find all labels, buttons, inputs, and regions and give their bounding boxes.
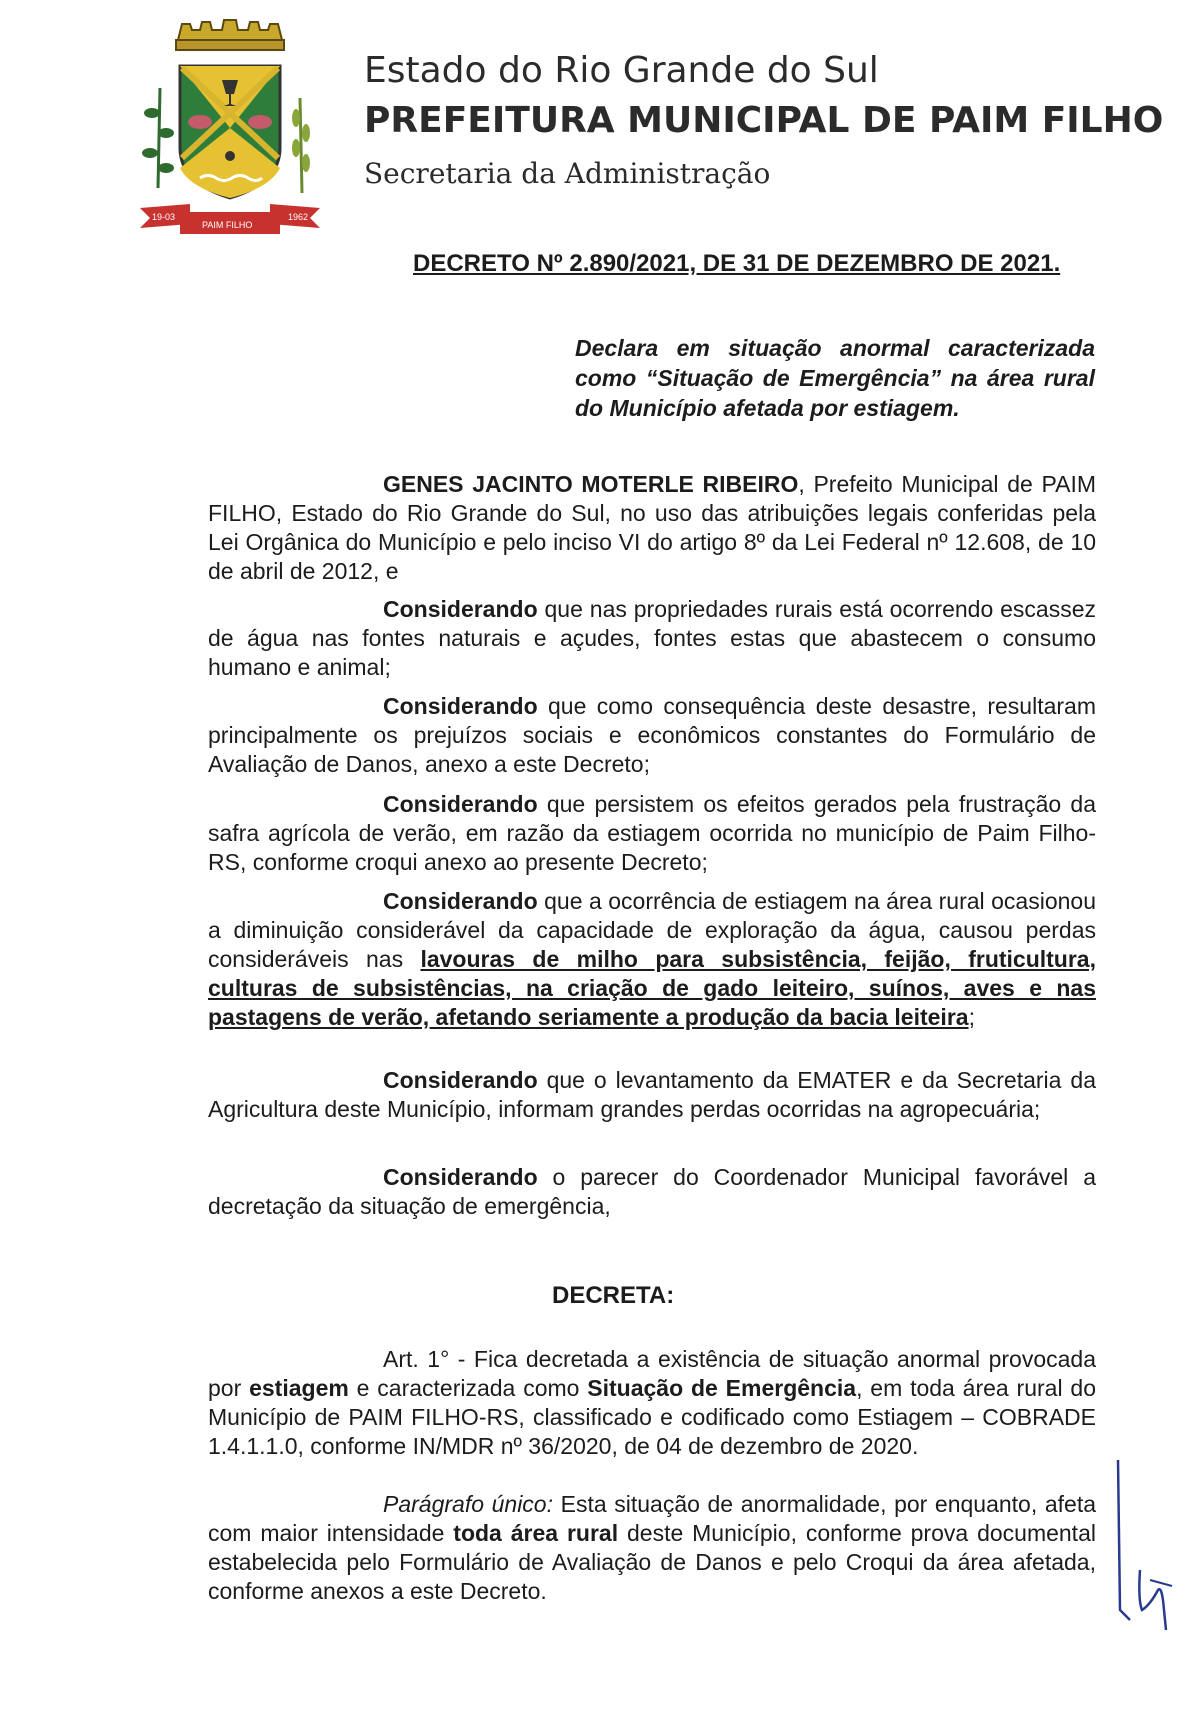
preamble-paragraph xyxy=(208,470,1096,586)
article-1-text-c: e caracterizada como xyxy=(348,1375,588,1401)
considerando-3 xyxy=(208,790,1096,877)
decree-title: DECRETO Nº 2.890/2021, DE 31 DE DEZEMBRO DE 2021. xyxy=(413,250,1061,277)
considerando-6-text: o parecer do Coordenador Municipal favorável a decretação da situação de emergência, xyxy=(208,1164,1096,1219)
considerando-1 xyxy=(208,595,1096,682)
considerando-5 xyxy=(208,1066,1096,1124)
municipal-coat-of-arms xyxy=(130,18,330,248)
article-1-text-a: Art. 1° - Fica decretada a existência de situação anormal provocada por xyxy=(208,1346,1096,1401)
header-prefeitura: PREFEITURA MUNICIPAL DE PAIM FILHO xyxy=(364,100,1164,141)
header-secretaria: Secretaria da Administração xyxy=(364,157,771,190)
considerando-label: Considerando xyxy=(383,1067,538,1093)
considerando-4 xyxy=(208,887,1096,1032)
preamble-text: , Prefeito Municipal de PAIM FILHO, Estado do Rio Grande do Sul, no uso das atribuições legais conferidas pela Lei Orgânica do Município e pelo inciso VI do artigo 8º da Lei Federal nº 12.608, de 10 de abril de 2012, e xyxy=(208,471,1096,584)
considerando-4-text-a: que a ocorrência de estiagem na área rural ocasionou a diminuição considerável da capacidade de exploração da água, causou perdas consideráveis nas xyxy=(208,888,1096,972)
handwritten-initial xyxy=(1110,1460,1190,1640)
decree-ementa: Declara em situação anormal caracterizada como “Situação de Emergência” na área rural do Município afetada por estiagem. xyxy=(575,335,1095,421)
considerando-label: Considerando xyxy=(383,1164,538,1190)
decreta-heading: DECRETA: xyxy=(552,1282,675,1309)
header-state: Estado do Rio Grande do Sul xyxy=(364,50,879,91)
article-1 xyxy=(208,1345,1096,1461)
considerando-1-text: que nas propriedades rurais está ocorrendo escassez de água nas fontes naturais e açudes, fontes estas que abastecem o consumo humano e animal; xyxy=(208,596,1096,680)
considerando-2-text: que como consequência deste desastre, resultaram principalmente os prejuízos sociais e econômicos constantes do Formulário de Avaliação de Danos, anexo a este Decreto; xyxy=(208,693,1096,777)
considerando-5-text: que o levantamento da EMATER e da Secretaria da Agricultura deste Município, informam grandes perdas ocorridas na agropecuária; xyxy=(208,1067,1096,1122)
ribbon-left-text: 19-03 xyxy=(152,212,176,222)
paragrafo-unico-label: Parágrafo único: xyxy=(383,1491,553,1517)
mayor-name: GENES JACINTO MOTERLE RIBEIRO xyxy=(383,471,799,497)
considerando-label: Considerando xyxy=(383,888,538,914)
ribbon-right-text: 1962 xyxy=(288,212,309,222)
paragrafo-unico xyxy=(208,1490,1096,1606)
paragrafo-unico-text-c: deste Município, conforme prova documental estabelecida pelo Formulário de Avaliação de Danos e pelo Croqui da área afetada, conforme anexos a este Decreto. xyxy=(208,1520,1096,1604)
considerando-6 xyxy=(208,1163,1096,1221)
article-1-situacao: Situação de Emergência xyxy=(587,1375,857,1401)
article-1-estiagem: estiagem xyxy=(249,1375,349,1401)
considerando-label: Considerando xyxy=(383,596,538,622)
considerando-label: Considerando xyxy=(383,693,538,719)
considerando-4-underlined: lavouras de milho para subsistência, feijão, fruticultura, culturas de subsistências, na criação de gado leiteiro, suínos, aves e nas pastagens de verão, afetando seriamente a produção da bacia leiteira xyxy=(208,946,1096,1030)
article-1-text-e: , em toda área rural do Município de PAIM FILHO-RS, classificado e codificado como Estiagem – COBRADE 1.4.1.1.0, conforme IN/MDR nº 36/2020, de 04 de dezembro de 2020. xyxy=(208,1375,1096,1459)
paragrafo-unico-area: toda área rural xyxy=(453,1520,619,1546)
considerando-3-text: que persistem os efeitos gerados pela frustração da safra agrícola de verão, em razão da estiagem ocorrida no município de Paim Filho-RS, conforme croqui anexo ao presente Decreto; xyxy=(208,791,1096,875)
ribbon-center-text: PAIM FILHO xyxy=(202,220,253,230)
considerando-label: Considerando xyxy=(383,791,538,817)
considerando-2 xyxy=(208,692,1096,779)
paragrafo-unico-text-a: Esta situação de anormalidade, por enquanto, afeta com maior intensidade xyxy=(208,1491,1096,1546)
considerando-4-text-b: ; xyxy=(968,1004,975,1030)
